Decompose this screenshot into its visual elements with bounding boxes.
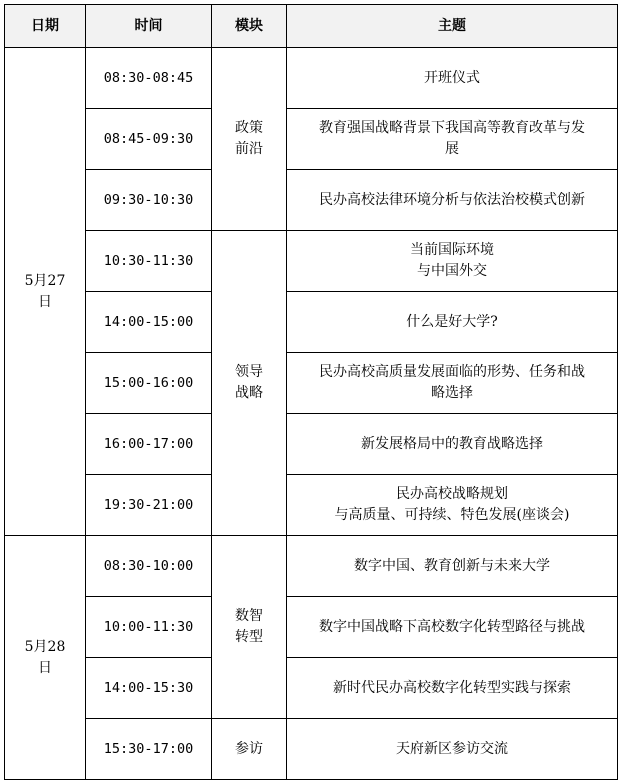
table-row [5,414,618,475]
time-cell: 15:30-17:00 [86,719,212,780]
header-module: 模块 [212,5,287,48]
table-row [5,48,618,109]
time-cell: 14:00-15:30 [86,658,212,719]
topic-cell: 开班仪式 [287,48,618,109]
table-row [5,719,618,780]
module-cell: 参访 [212,719,287,780]
topic-cell: 民办高校法律环境分析与依法治校模式创新 [287,170,618,231]
topic-cell: 民办高校战略规划 与高质量、可持续、特色发展(座谈会) [287,475,618,536]
header-time: 时间 [86,5,212,48]
date-cell: 5月28 日 [5,536,86,780]
table-row [5,170,618,231]
table-row [5,597,618,658]
module-cell: 政策 前沿 [212,48,287,231]
table-row [5,536,618,597]
table-row [5,231,618,292]
topic-cell: 天府新区参访交流 [287,719,618,780]
table-row [5,109,618,170]
schedule-table [4,4,618,780]
topic-cell: 教育强国战略背景下我国高等教育改革与发 展 [287,109,618,170]
table-row [5,658,618,719]
header-row [5,5,618,48]
date-cell: 5月27 日 [5,48,86,536]
time-cell: 10:00-11:30 [86,597,212,658]
header-date: 日期 [5,5,86,48]
time-cell: 10:30-11:30 [86,231,212,292]
table-row [5,475,618,536]
topic-cell: 新发展格局中的教育战略选择 [287,414,618,475]
module-cell: 数智 转型 [212,536,287,719]
module-cell: 领导 战略 [212,231,287,536]
time-cell: 08:30-08:45 [86,48,212,109]
time-cell: 14:00-15:00 [86,292,212,353]
topic-cell: 数字中国战略下高校数字化转型路径与挑战 [287,597,618,658]
table-row [5,353,618,414]
topic-cell: 民办高校高质量发展面临的形势、任务和战 略选择 [287,353,618,414]
table-row [5,292,618,353]
time-cell: 15:00-16:00 [86,353,212,414]
time-cell: 08:45-09:30 [86,109,212,170]
topic-cell: 什么是好大学? [287,292,618,353]
time-cell: 16:00-17:00 [86,414,212,475]
time-cell: 09:30-10:30 [86,170,212,231]
time-cell: 19:30-21:00 [86,475,212,536]
header-topic: 主题 [287,5,618,48]
topic-cell: 新时代民办高校数字化转型实践与探索 [287,658,618,719]
topic-cell: 当前国际环境 与中国外交 [287,231,618,292]
time-cell: 08:30-10:00 [86,536,212,597]
topic-cell: 数字中国、教育创新与未来大学 [287,536,618,597]
